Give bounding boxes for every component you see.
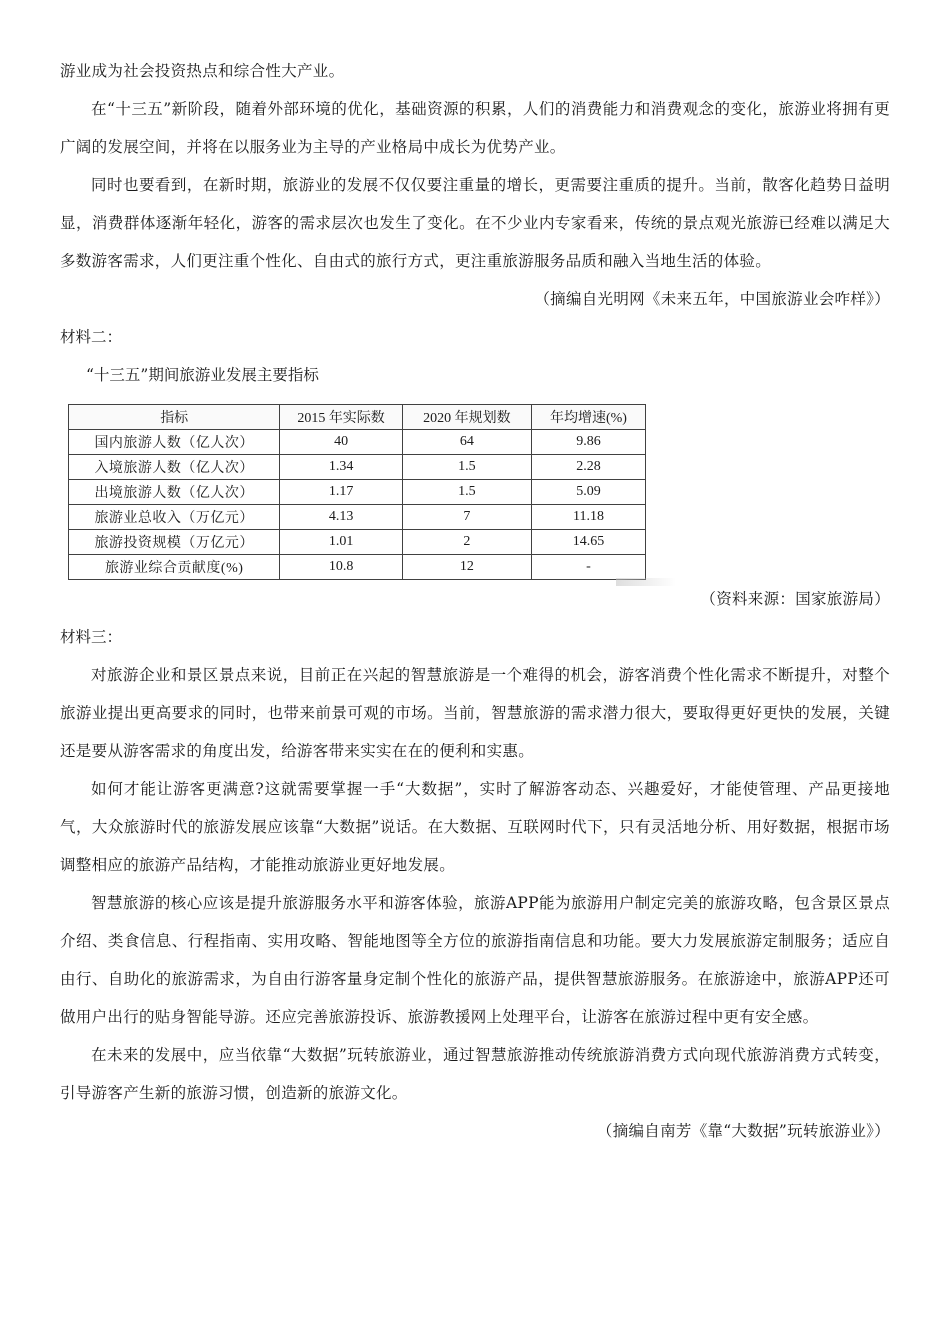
table-cell: 64: [402, 430, 531, 455]
table-cell: 10.8: [280, 555, 402, 580]
source-citation: （摘编自南芳《靠“大数据”玩转旅游业》）: [596, 1122, 890, 1140]
paragraph: 如何才能让游客更满意?这就需要掌握一手“大数据”，实时了解游客动态、兴趣爱好，才能使管理、产品更接地气，大众旅游时代的旅游发展应该靠“大数据”说话。在大数据、互联网时代下，只有灵活地分析、用好数据，根据市场调整相应的旅游产品结构，才能推动旅游业更好地发展。: [60, 780, 890, 874]
table-row: [69, 555, 646, 580]
table-cell: 2: [402, 530, 531, 555]
table-cell: 9.86: [531, 430, 645, 455]
table-cell: 1.5: [402, 455, 531, 480]
table-header-cell: 年均增速(%): [531, 405, 645, 430]
table-cell: 旅游业综合贡献度(%): [69, 555, 280, 580]
table-cell: 2.28: [531, 455, 645, 480]
table-caption: “十三五”期间旅游业发展主要指标: [86, 366, 319, 384]
paragraph: 在“十三五”新阶段，随着外部环境的优化，基础资源的积累，人们的消费能力和消费观念的变化，旅游业将拥有更广阔的发展空间，并将在以服务业为主导的产业格局中成长为优势产业。: [60, 100, 890, 156]
table-header-cell: 2020 年规划数: [402, 405, 531, 430]
table-cell: -: [531, 555, 645, 580]
table-cell: 12: [402, 555, 531, 580]
material-label: 材料三：: [60, 628, 123, 646]
table-row: [69, 530, 646, 555]
indicator-table-image: [68, 404, 646, 580]
table-cell: 旅游投资规模（万亿元）: [69, 530, 280, 555]
table-cell: 7: [402, 505, 531, 530]
table-cell: 5.09: [531, 480, 645, 505]
paragraph: 同时也要看到，在新时期，旅游业的发展不仅仅要注重量的增长，更需要注重质的提升。当前，散客化趋势日益明显，消费群体逐渐年轻化，游客的需求层次也发生了变化。在不少业内专家看来，传统的景点观光旅游已经难以满足大多数游客需求，人们更注重个性化、自由式的旅行方式，更注重旅游服务品质和融入当地生活的体验。: [60, 176, 890, 270]
table-row: [69, 455, 646, 480]
table-cell: 国内旅游人数（亿人次）: [69, 430, 280, 455]
paragraph: 智慧旅游的核心应该是提升旅游服务水平和游客体验，旅游APP能为旅游用户制定完美的旅游攻略，包含景区景点介绍、类食信息、行程指南、实用攻略、智能地图等全方位的旅游指南信息和功能。要大力发展旅游定制服务；适应自由行、自助化的旅游需求，为自由行游客量身定制个性化的旅游产品，提供智慧旅游服务。在旅游途中，旅游APP还可做用户出行的贴身智能导游。还应完善旅游投诉、旅游教援网上处理平台，让游客在旅游过程中更有安全感。: [60, 894, 890, 1026]
source-citation: （摘编自光明网《未来五年，中国旅游业会咋样》）: [534, 290, 890, 308]
table-cell: 旅游业总收入（万亿元）: [69, 505, 280, 530]
table-header-cell: 指标: [69, 405, 280, 430]
scan-artifact: [616, 578, 676, 586]
table-cell: 40: [280, 430, 402, 455]
paragraph-continuation: 游业成为社会投资热点和综合性大产业。: [60, 62, 345, 80]
table-cell: 1.17: [280, 480, 402, 505]
document-page: [60, 52, 890, 1150]
paragraph: 在未来的发展中，应当依靠“大数据”玩转旅游业，通过智慧旅游推动传统旅游消费方式向现代旅游消费方式转变，引导游客产生新的旅游习惯，创造新的旅游文化。: [60, 1046, 890, 1102]
paragraph: 对旅游企业和景区景点来说，目前正在兴起的智慧旅游是一个难得的机会，游客消费个性化需求不断提升，对整个旅游业提出更高要求的同时，也带来前景可观的市场。当前，智慧旅游的需求潜力很大，要取得更好更快的发展，关键还是要从游客需求的角度出发，给游客带来实实在在的便利和实惠。: [60, 666, 890, 760]
indicator-table: [68, 404, 646, 580]
table-row: [69, 505, 646, 530]
table-cell: 出境旅游人数（亿人次）: [69, 480, 280, 505]
table-cell: 入境旅游人数（亿人次）: [69, 455, 280, 480]
table-row: [69, 480, 646, 505]
table-cell: 1.34: [280, 455, 402, 480]
table-row: [69, 430, 646, 455]
source-citation: （资料来源：国家旅游局）: [700, 590, 890, 608]
table-cell: 14.65: [531, 530, 645, 555]
material-label: 材料二：: [60, 328, 123, 346]
table-cell: 11.18: [531, 505, 645, 530]
table-header-cell: 2015 年实际数: [280, 405, 402, 430]
table-cell: 4.13: [280, 505, 402, 530]
table-cell: 1.5: [402, 480, 531, 505]
table-header-row: [69, 405, 646, 430]
table-cell: 1.01: [280, 530, 402, 555]
